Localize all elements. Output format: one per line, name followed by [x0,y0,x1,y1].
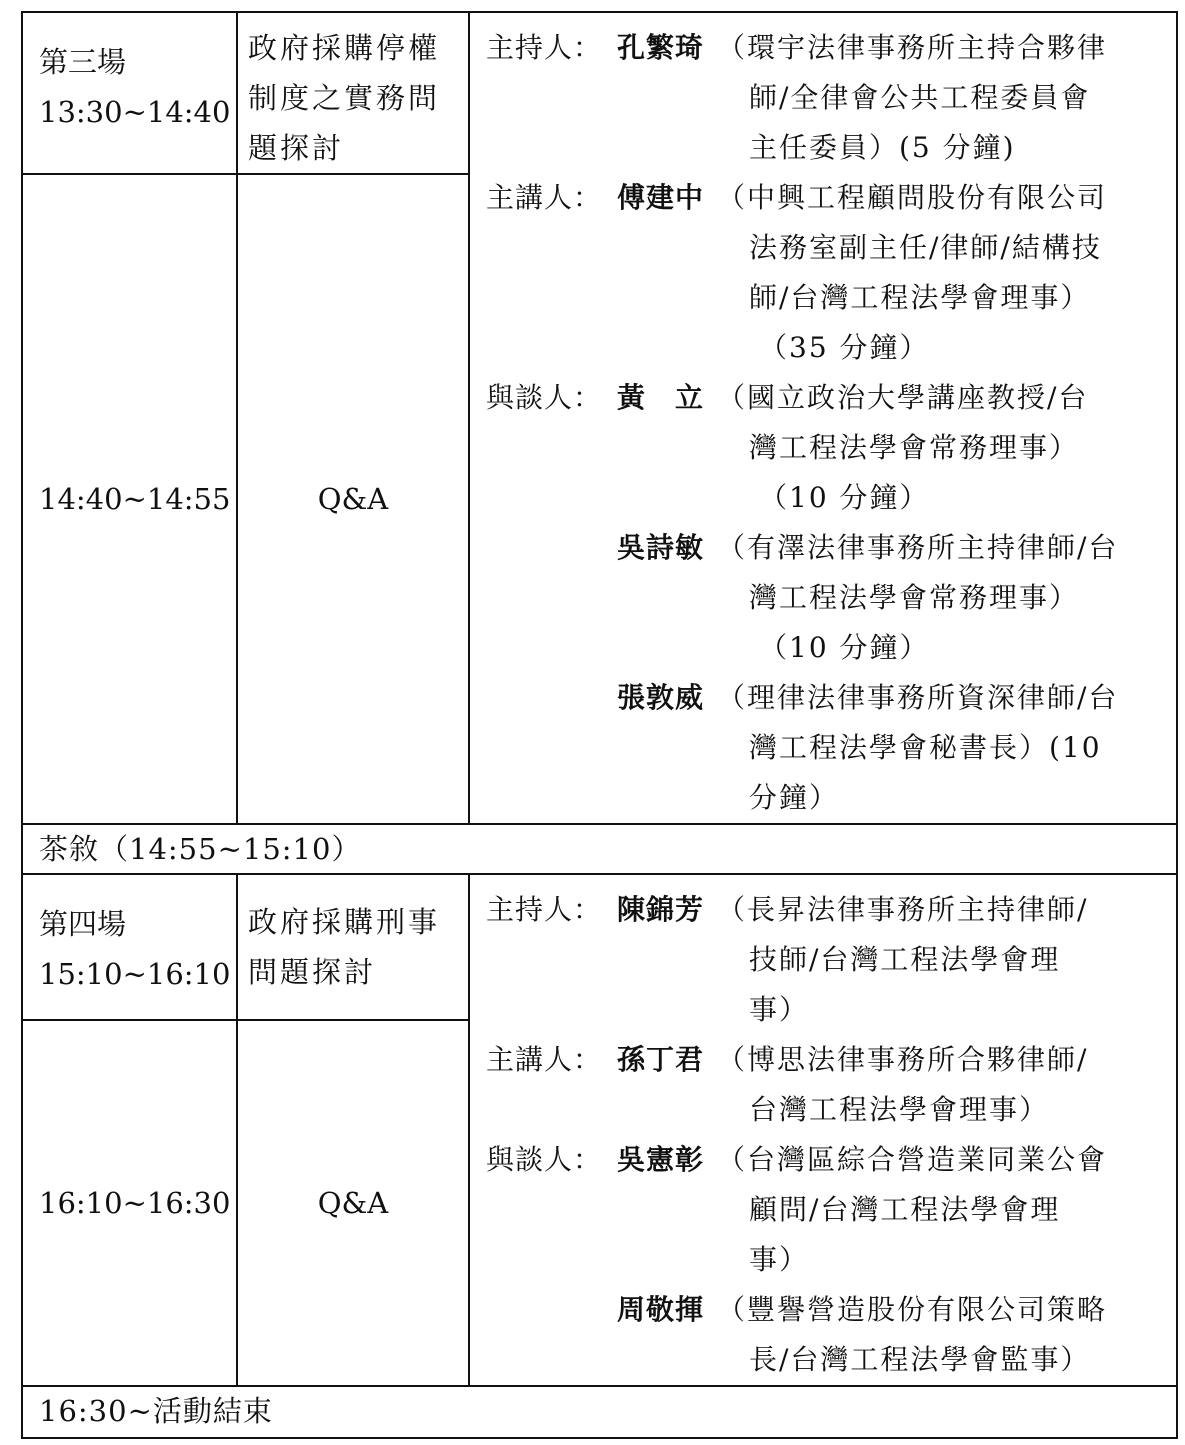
panelist-role-label: 與談人： [486,1143,603,1176]
session4-topic-cell [237,874,469,1020]
session4-host-entry [486,885,1176,1035]
session4-qa-time: 16:10~16:30 [22,1020,237,1386]
affiliation-line: （有澤法律事務所主持律師/台 [717,531,1119,564]
affiliation-line: （國立政治大學講座教授/台 [717,381,1089,414]
speaker-name: 孫丁君 [617,1043,705,1076]
host-role-label: 主持人： [486,31,603,64]
affiliation-line: （10 分鐘） [759,631,930,664]
panelist-role-label: 與談人： [486,381,603,414]
session3-time: 13:30~14:40 [39,95,231,129]
affiliation-line: （中興工程顧問股份有限公司 [717,181,1108,214]
session4-title-cell [22,874,237,1020]
affiliation-line: （豐譽營造股份有限公司策略 [717,1293,1108,1326]
affiliation-line: 台灣工程法學會理事） [749,1093,1050,1126]
session3-topic-line: 政府採購停權 [248,31,441,65]
panelist-name: 吳詩敏 [617,531,705,564]
affiliation-line: 技師/台灣工程法學會理 [749,943,1061,976]
session3-topic-line: 題探討 [248,131,345,165]
session4-topic-line: 政府採購刑事 [248,905,441,939]
agenda-table [21,11,1178,1439]
affiliation-line: （博思法律事務所合夥律師/ [717,1043,1089,1076]
affiliation-line: 灣工程法學會常務理事） [749,581,1080,614]
affiliation-line: 事） [749,1243,810,1276]
closing-row [22,1386,1177,1438]
affiliation-line: 師/台灣工程法學會理事） [749,281,1091,314]
session4-speaker-entry [486,1035,1176,1135]
session3-people-cell [469,12,1177,824]
session3-title-cell [22,12,237,174]
session4-topic-line: 問題探討 [248,955,377,989]
session3-panelist-entry [486,523,1176,673]
affiliation-line: 事） [749,993,810,1026]
session3-header-row [22,12,1177,174]
tea-break-row [22,824,1177,874]
host-affiliation [717,885,1176,1035]
panelist-name: 張敦威 [617,681,705,714]
session3-speaker-entry [486,173,1176,373]
affiliation-line: （台灣區綜合營造業同業公會 [717,1143,1108,1176]
session3-panelist-entry [486,373,1176,523]
panelist-affiliation [717,523,1176,673]
affiliation-line: 灣工程法學會秘書長）(10 [749,731,1102,764]
affiliation-line: 分鐘） [749,781,840,814]
closing: 16:30~活動結束 [22,1386,1177,1438]
session4-header-row [22,874,1177,1020]
speaker-affiliation [717,173,1176,373]
affiliation-line: （長昇法律事務所主持律師/ [717,893,1089,926]
affiliation-line: 師/全律會公共工程委員會 [749,81,1091,114]
session4-title: 第四場 [39,907,127,941]
affiliation-line: （理律法律事務所資深律師/台 [717,681,1119,714]
affiliation-line: （35 分鐘） [759,331,930,364]
panelist-affiliation [717,1285,1176,1385]
host-name: 陳錦芳 [617,893,705,926]
panelist-affiliation [717,1135,1176,1285]
session3-qa-time: 14:40~14:55 [22,174,237,824]
panelist-name: 吳憲彰 [617,1143,705,1176]
session3-qa-label: Q&A [237,174,469,824]
session4-panelist-entry [486,1285,1176,1385]
panelist-affiliation [717,673,1176,823]
session3-topic-cell [237,12,469,174]
speaker-role-label: 主講人： [486,181,603,214]
session4-qa-label: Q&A [237,1020,469,1386]
session3-title: 第三場 [39,45,127,79]
session4-panelist-entry [486,1135,1176,1285]
session4-people-cell [469,874,1177,1386]
session3-host-entry [486,23,1176,173]
speaker-role-label: 主講人： [486,1043,603,1076]
session3-panelist-entry [486,673,1176,823]
affiliation-line: （環宇法律事務所主持合夥律 [717,31,1108,64]
tea-break: 茶敘（14:55~15:10） [22,824,1177,874]
speaker-affiliation [717,1035,1176,1135]
affiliation-line: （10 分鐘） [759,481,930,514]
affiliation-line: 顧問/台灣工程法學會理 [749,1193,1061,1226]
affiliation-line: 長/台灣工程法學會監事） [749,1343,1091,1376]
panelist-name: 黃 立 [617,381,705,414]
host-name: 孔繁琦 [617,31,705,64]
affiliation-line: 灣工程法學會常務理事） [749,431,1080,464]
host-affiliation [717,23,1176,173]
host-role-label: 主持人： [486,893,603,926]
speaker-name: 傅建中 [617,181,705,214]
affiliation-line: 法務室副主任/律師/結構技 [749,231,1102,264]
session4-time: 15:10~16:10 [39,957,231,991]
panelist-affiliation [717,373,1176,523]
affiliation-line: 主任委員）(5 分鐘) [749,131,1016,164]
session3-topic-line: 制度之實務問 [248,81,441,115]
panelist-name: 周敬揮 [617,1293,705,1326]
